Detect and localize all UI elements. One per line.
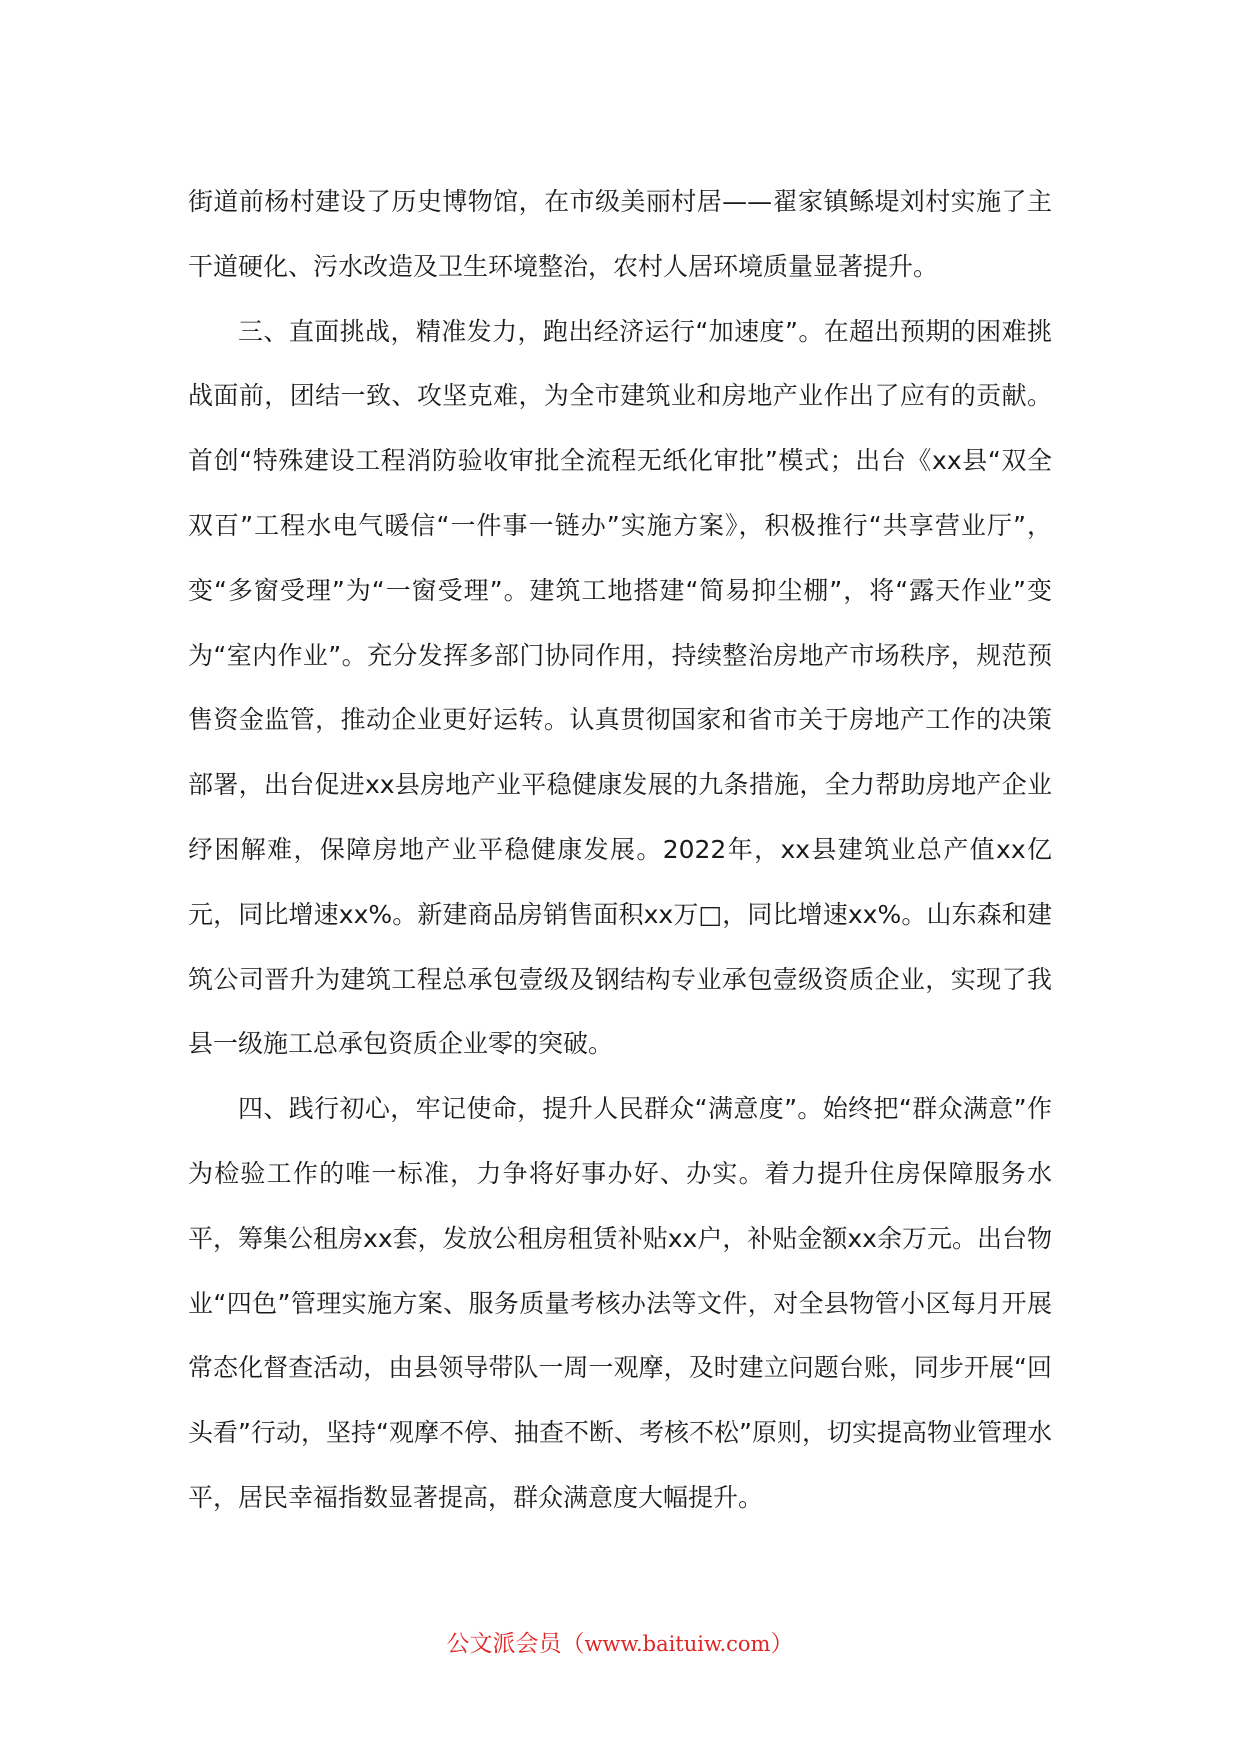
paragraph-public-satisfaction: 四、践行初心，牢记使命，提升人民群众“满意度”。始终把“群众满意”作为检验工作的唯一标准，力争将好事办好、办实。着力提升住房保障服务水平，筹集公租房xx套，发放公租房租赁补贴xx户，补贴金额xx余万元。出台物业“四色”管理实施方案、服务质量考核办法等文件，对全县物管小区每月开展常态化督查活动，由县领导带队一周一观摩，及时建立问题台账，同步开展“回头看”行动，坚持“观摩不停、抽查不断、考核不松”原则，切实提高物业管理水平，居民幸福指数显著提高，群众满意度大幅提升。 [188, 1094, 1052, 1512]
paragraph-economic-acceleration: 三、直面挑战，精准发力，跑出经济运行“加速度”。在超出预期的困难挑战面前，团结一致、攻坚克难，为全市建筑业和房地产业作出了应有的贡献。首创“特殊建设工程消防验收审批全流程无纸化审批”模式；出台《xx县“双全双百”工程水电气暖信“一件事一链办”实施方案》，积极推行“共享营业厅”，变“多窗受理”为“一窗受理”。建筑工地搭建“简易抑尘棚”，将“露天作业”变为“室内作业”。充分发挥多部门协同作用，持续整治房地产市场秩序，规范预售资金监管，推动企业更好运转。认真贯彻国家和省市关于房地产工作的决策部署，出台促进xx县房地产业平稳健康发展的九条措施，全力帮助房地产企业纾困解难，保障房地产业平稳健康发展。2022年，xx县建筑业总产值xx亿元，同比增速xx%。新建商品房销售面积xx万□，同比增速xx%。山东森和建筑公司晋升为建筑工程总承包壹级及钢结构专业承包壹级资质企业，实现了我县一级施工总承包资质企业零的突破。 [188, 316, 1052, 1059]
paragraph-village-environment: 街道前杨村建设了历史博物馆，在市级美丽村居——翟家镇鲧堤刘村实施了主干道硬化、污水改造及卫生环境整治，农村人居环境质量显著提升。 [188, 187, 1052, 281]
document-body [188, 170, 1052, 1531]
footer-url-link[interactable]: www.baituiw.com [584, 1632, 771, 1656]
footer-watermark [0, 1628, 1240, 1660]
footer-label: 公文派会员（ [446, 1631, 585, 1657]
footer-close-paren: ） [770, 1631, 794, 1657]
